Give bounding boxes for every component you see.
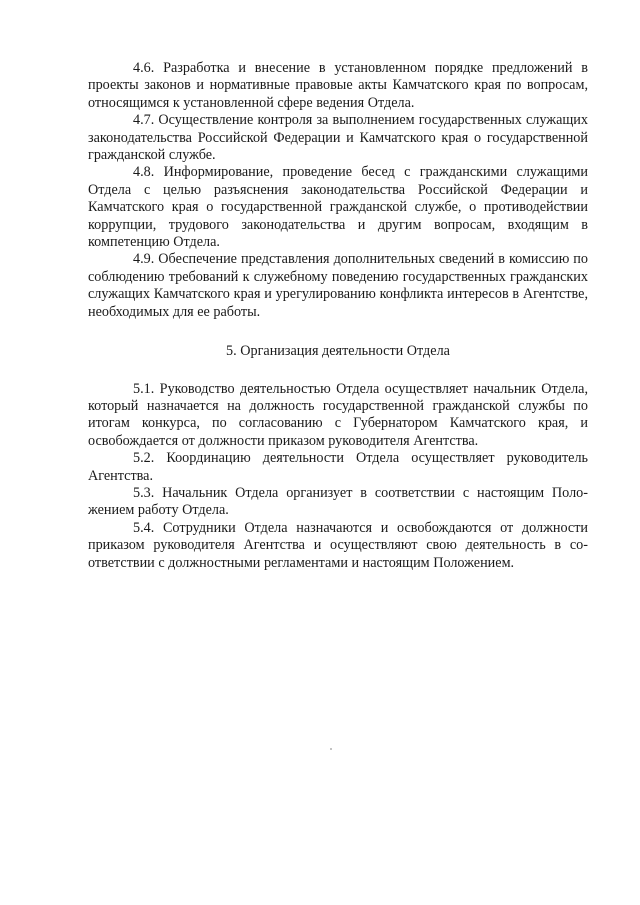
document-body — [88, 60, 588, 572]
paragraph-4-9: 4.9. Обеспечение представления дополнительных сведений в комиссию по соблюдению требований к служебному поведению государственных гражданских служащих Камчатского края и урегулированию конфликта интересов в Агентстве, необходимых для ее работы. — [88, 251, 588, 320]
paragraph-4-7: 4.7. Осуществление контроля за выполнением государственных служащих законодательства Российской Федерации и Камчатского края о государственной гражданской службе. — [88, 112, 588, 164]
paragraph-5-2: 5.2. Координацию деятельности Отдела осуществляет руководитель Агентства. — [88, 450, 588, 484]
paragraph-5-4: 5.4. Сотрудники Отдела назначаются и освобождаются от должности приказом руководителя Агентства и осуществляют свою деятельность в соответствии с должностными регламентами и настоящим Положением. — [88, 519, 588, 571]
scan-speck — [330, 748, 332, 750]
paragraph-5-3: 5.3. Начальник Отдела организует в соответствии с настоящим Положением работу Отдела. — [88, 484, 588, 519]
paragraph-4-6: 4.6. Разработка и внесение в установленном порядке предложений в проекты законов и нормативные правовые акты Камчатского края по вопросам, относящимся к установленной сфере ведения Отдела. — [88, 60, 588, 111]
section-5-heading: 5. Организация деятельности Отдела — [226, 343, 450, 360]
paragraph-4-8: 4.8. Информирование, проведение бесед с гражданскими служащими Отдела с целью разъяснения законодательства Российской Федерации и Камчатского края о государственной гражданской службе, о противодействии коррупции, трудового законодательства и другим вопросам, входящим в компетенцию Отдела. — [88, 164, 588, 251]
paragraph-5-1: 5.1. Руководство деятельностью Отдела осуществляет начальник Отдела, который назначается на должность государственной гражданской службы по итогам конкурса, по согласованию с Губернатором Камчатского края, и освобождается от должности приказом руководителя Агентства. — [88, 380, 588, 449]
